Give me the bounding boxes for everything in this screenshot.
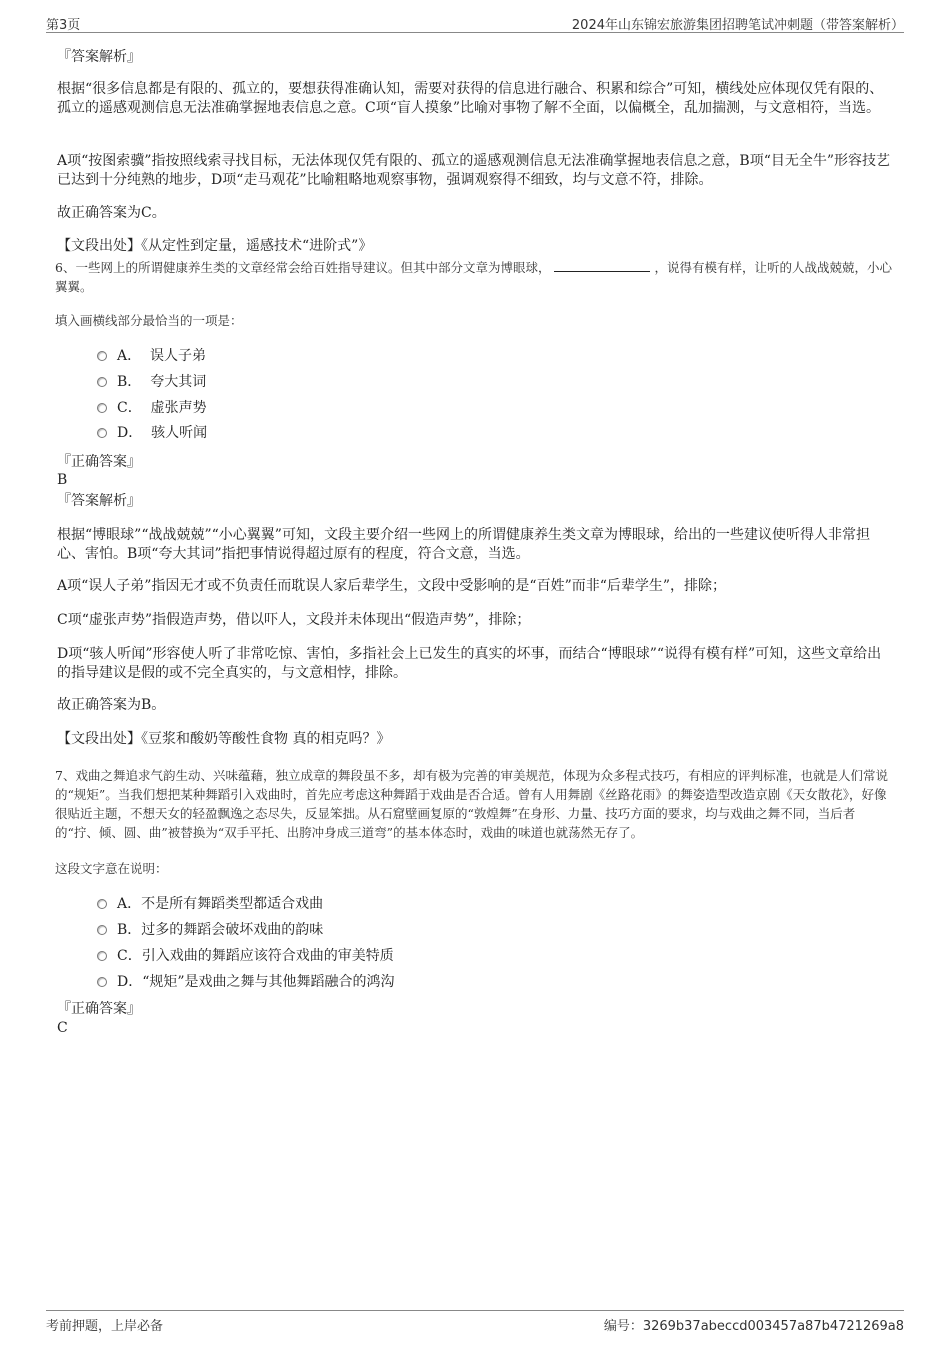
radio-icon[interactable] bbox=[97, 377, 107, 387]
q6-answer: B bbox=[57, 472, 68, 488]
q6-option-c[interactable] bbox=[97, 399, 207, 417]
radio-icon[interactable] bbox=[97, 951, 107, 961]
q5-analysis-label: 『答案解析』 bbox=[57, 49, 141, 65]
page-number: 第3页 bbox=[46, 18, 81, 33]
page-footer bbox=[46, 1310, 904, 1334]
option-text: 虚张声势 bbox=[150, 400, 207, 416]
q6-option-b[interactable] bbox=[97, 373, 206, 391]
radio-icon[interactable] bbox=[97, 351, 107, 361]
q5-analysis-p1: 根据“很多信息都是有限的、孤立的，要想获得准确认知，需要对获得的信息进行融合、积累和综合”可知，横线处应体现仅凭有限的、孤立的遥感观测信息无法准确掌握地表信息之意。C项“盲人摸象”比喻对事物了解不全面，以偏概全，乱加揣测，与文意相符，当选。 bbox=[57, 81, 884, 116]
q6-analysis-p4: D项“骇人听闻”形容使人听了非常吃惊、害怕，多指社会上已发生的真实的坏事，而结合“博眼球”“说得有模有样”可知，这些文章给出的指导建议是假的或不完全真实的，与文意相悖，排除。 bbox=[57, 646, 882, 681]
q7-option-c[interactable] bbox=[97, 947, 394, 965]
q6-option-a[interactable] bbox=[97, 347, 206, 365]
q6-answer-label: 『正确答案』 bbox=[57, 454, 141, 470]
radio-icon[interactable] bbox=[97, 428, 107, 438]
q7-stem: 7、戏曲之舞追求气韵生动、兴味蕴藉，独立成章的舞段虽不多，却有极为完善的审美规范，体现为众多程式技巧，有相应的评判标准，也就是人们常说的“规矩”。当我们想把某种舞蹈引入戏曲时，首先应考虑这种舞蹈于戏曲是否合适。曾有人用舞剧《丝路花雨》的舞姿造型改造京剧《天女散花》，好像很贴近主题，不想天女的轻盈飘逸之态尽失，反显笨拙。从石窟壁画复原的“敦煌舞”在身形、力量、技巧方面的要求，均与戏曲之舞不同，当后者的“拧、倾、圆、曲”被替换为“双手平托、出胯冲身成三道弯”的基本体态时，戏曲的味道也就荡然无存了。 bbox=[55, 768, 888, 840]
q6-stem-start: 6、一些网上的所谓健康养生类的文章经常会给百姓指导建议。但其中部分文章为博眼球， bbox=[55, 260, 551, 275]
option-letter: A． bbox=[117, 896, 142, 912]
radio-icon[interactable] bbox=[97, 899, 107, 909]
option-text: 误人子弟 bbox=[150, 348, 207, 364]
q6-stem bbox=[55, 258, 895, 296]
q7-option-b[interactable] bbox=[97, 921, 323, 939]
option-letter: B． bbox=[117, 922, 142, 938]
doc-title: 2024年山东锦宏旅游集团招聘笔试冲刺题（带答案解析） bbox=[571, 18, 904, 33]
option-letter: B． bbox=[117, 374, 142, 390]
option-letter: D． bbox=[117, 425, 143, 441]
radio-icon[interactable] bbox=[97, 925, 107, 935]
q7-prompt: 这段文字意在说明： bbox=[55, 861, 168, 876]
page-header bbox=[46, 14, 904, 33]
footer-serial: 编号：3269b37abeccd003457a87b4721269a8 bbox=[603, 1319, 904, 1334]
option-text: 不是所有舞蹈类型都适合戏曲 bbox=[141, 896, 324, 912]
q7-option-d[interactable] bbox=[97, 973, 395, 991]
footer-slogan: 考前押题，上岸必备 bbox=[46, 1319, 164, 1334]
q7-answer: C bbox=[57, 1020, 68, 1036]
option-text: 引入戏曲的舞蹈应该符合戏曲的审美特质 bbox=[141, 948, 394, 964]
option-letter: C． bbox=[117, 948, 142, 964]
q6-source: 【文段出处】《豆浆和酸奶等酸性食物 真的相克吗？》 bbox=[57, 731, 391, 747]
radio-icon[interactable] bbox=[97, 403, 107, 413]
option-text: 骇人听闻 bbox=[151, 425, 208, 441]
option-text: “规矩”是戏曲之舞与其他舞蹈融合的鸿沟 bbox=[142, 974, 395, 990]
q6-prompt: 填入画横线部分最恰当的一项是： bbox=[55, 313, 243, 328]
q6-analysis-p2: A项“误人子弟”指因无才或不负责任而耽误人家后辈学生，文段中受影响的是“百姓”而非“后辈学生”，排除； bbox=[57, 578, 727, 594]
q6-analysis-p3: C项“虚张声势”指假造声势，借以吓人，文段并未体现出“假造声势”，排除； bbox=[57, 612, 531, 628]
radio-icon[interactable] bbox=[97, 977, 107, 987]
option-text: 夸大其词 bbox=[150, 374, 207, 390]
q7-answer-label: 『正确答案』 bbox=[57, 1001, 141, 1017]
q6-analysis-label: 『答案解析』 bbox=[57, 493, 141, 509]
q6-analysis-p5: 故正确答案为B。 bbox=[57, 697, 166, 713]
option-text: 过多的舞蹈会破坏戏曲的韵味 bbox=[141, 922, 324, 938]
q6-analysis-p1: 根据“博眼球”“战战兢兢”“小心翼翼”可知，文段主要介绍一些网上的所谓健康养生类文章为博眼球，给出的一些建议使听得人非常担心、害怕。B项“夸大其词”指把事情说得超过原有的程度，符合文意，当选。 bbox=[57, 527, 870, 562]
option-letter: C． bbox=[117, 400, 142, 416]
q5-source: 【文段出处】《从定性到定量，遥感技术“进阶式”》 bbox=[57, 238, 373, 254]
q5-analysis-p3: 故正确答案为C。 bbox=[57, 205, 166, 221]
option-letter: D． bbox=[117, 974, 143, 990]
q6-blank bbox=[554, 259, 650, 272]
q6-option-d[interactable] bbox=[97, 424, 207, 442]
q5-analysis-p2: A项“按图索骥”指按照线索寻找目标，无法体现仅凭有限的、孤立的遥感观测信息无法准确掌握地表信息之意，B项“目无全牛”形容技艺已达到十分纯熟的地步，D项“走马观花”比喻粗略地观察事物，强调观察得不细致，均与文意不符，排除。 bbox=[57, 153, 891, 188]
q7-option-a[interactable] bbox=[97, 895, 323, 913]
q6-stem-end: ，说得有模有样，让听的人战战兢兢，小心翼翼。 bbox=[55, 260, 892, 294]
option-letter: A． bbox=[117, 348, 142, 364]
